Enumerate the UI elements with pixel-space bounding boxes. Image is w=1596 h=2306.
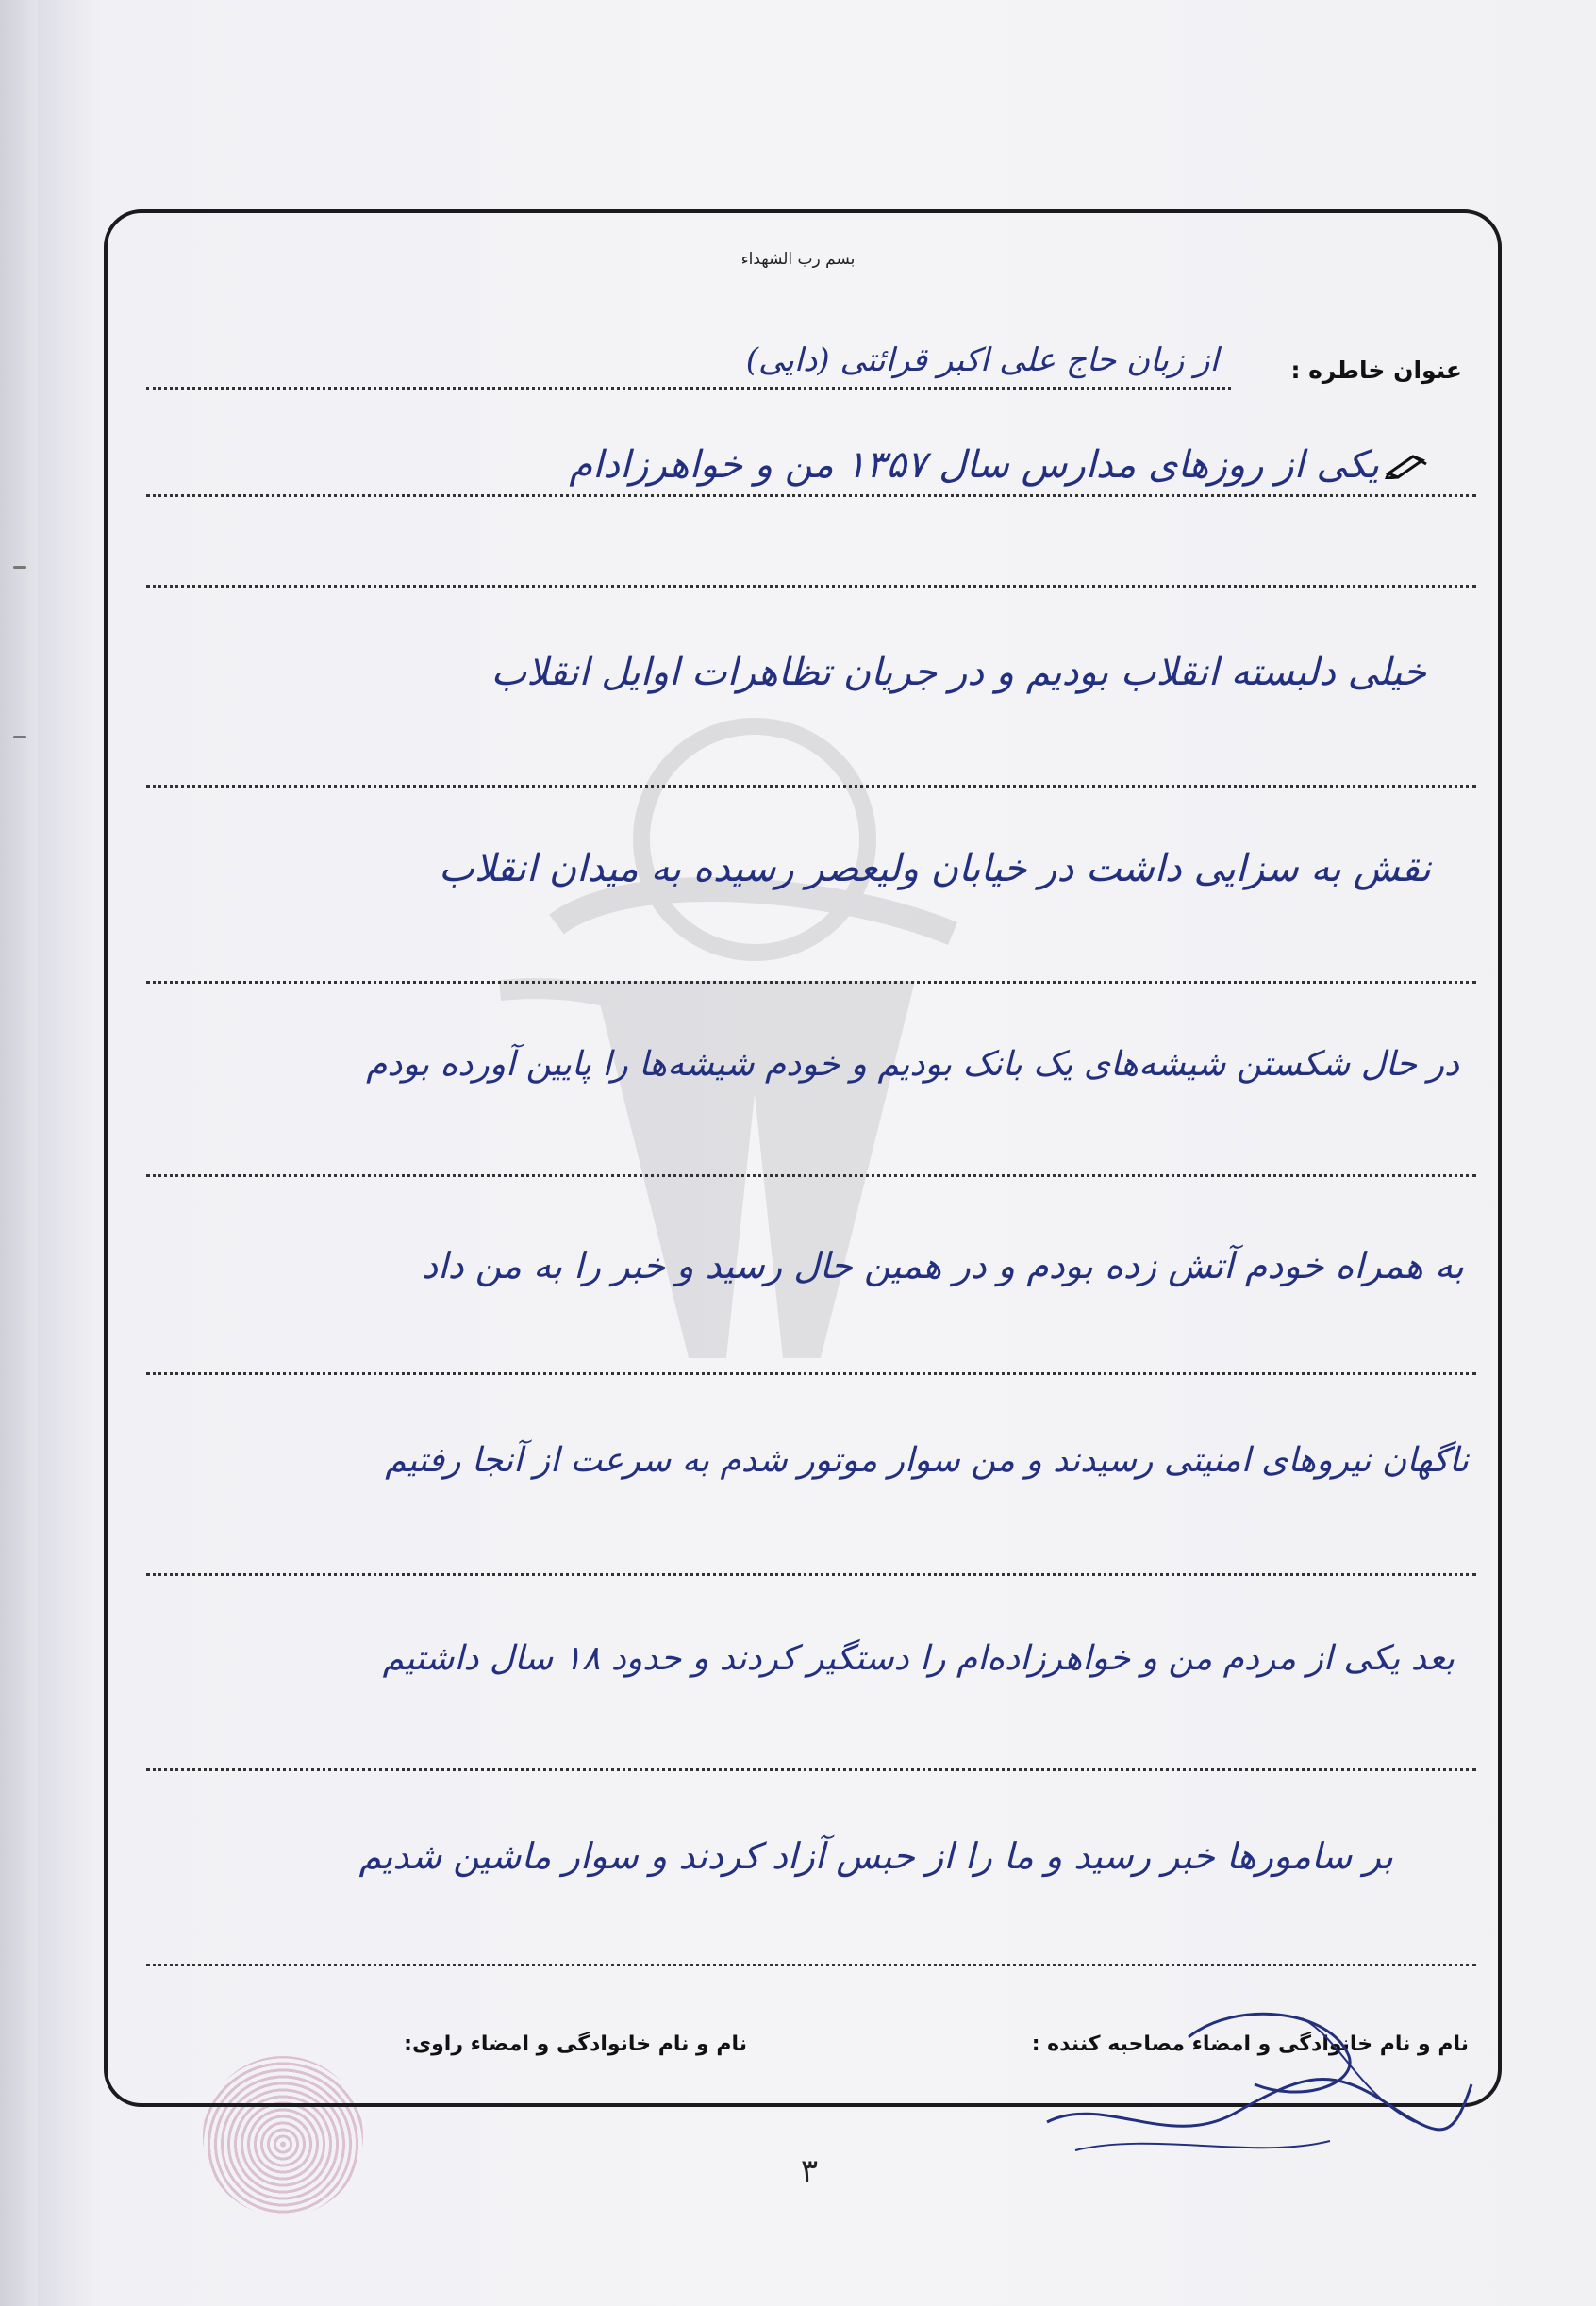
pen-icon bbox=[1385, 451, 1430, 479]
rule-line bbox=[146, 1768, 1476, 1771]
handwritten-line-4: در حال شکستن شیشه‌های یک بانک بودیم و خودم شیشه‌ها را پایین آورده بودم bbox=[366, 1045, 1459, 1084]
basmala-header: بسم رب الشهداء bbox=[740, 250, 856, 269]
rule-line bbox=[146, 785, 1476, 788]
title-rule bbox=[146, 387, 1231, 390]
narrator-signature-label: نام و نام خانوادگی و امضاء راوی: bbox=[404, 2032, 747, 2056]
handwritten-line-3: نقش به سزایی داشت در خیابان ولیعصر رسیده به میدان انقلاب bbox=[439, 847, 1431, 890]
rule-line bbox=[146, 585, 1476, 588]
handwritten-line-7: بعد یکی از مردم من و خواهرزاده‌ام را دستگیر کردند و حدود ۱۸ سال داشتیم bbox=[382, 1639, 1455, 1678]
rule-line bbox=[146, 981, 1476, 984]
rule-line bbox=[146, 494, 1476, 497]
rule-line bbox=[146, 1573, 1476, 1576]
handwritten-title: از زبان حاج علی اکبر قرائتی (دایی) bbox=[745, 341, 1219, 379]
rule-line bbox=[146, 1174, 1476, 1177]
memory-title-label: عنوان خاطره : bbox=[1290, 357, 1462, 384]
handwritten-line-6: ناگهان نیروهای امنیتی رسیدند و من سوار موتور شدم به سرعت از آنجا رفتیم bbox=[385, 1441, 1469, 1480]
interviewer-signature bbox=[1019, 1981, 1490, 2169]
handwritten-line-1: یکی از روزهای مدارس سال ۱۳۵۷ من و خواهرزادام bbox=[569, 443, 1379, 487]
rule-line bbox=[146, 1964, 1476, 1966]
interviewer-signature-label: نام و نام خانوادگی و امضاء مصاحبه کننده : bbox=[1031, 2032, 1469, 2056]
page-number: ۳ bbox=[800, 2152, 819, 2190]
handwritten-line-8: بر سامورها خبر رسید و ما را از حبس آزاد کردند و سوار ماشین شدیم bbox=[358, 1835, 1393, 1877]
handwritten-line-5: به همراه خودم آتش زده بودم و در همین حال رسید و خبر را به من داد bbox=[422, 1245, 1464, 1286]
binding-spine bbox=[0, 0, 40, 2306]
rule-line bbox=[146, 1372, 1476, 1375]
staple bbox=[13, 736, 26, 738]
staple bbox=[13, 566, 26, 569]
handwritten-line-2: خیلی دلبسته انقلاب بودیم و در جریان تظاهرات اوایل انقلاب bbox=[490, 651, 1426, 694]
